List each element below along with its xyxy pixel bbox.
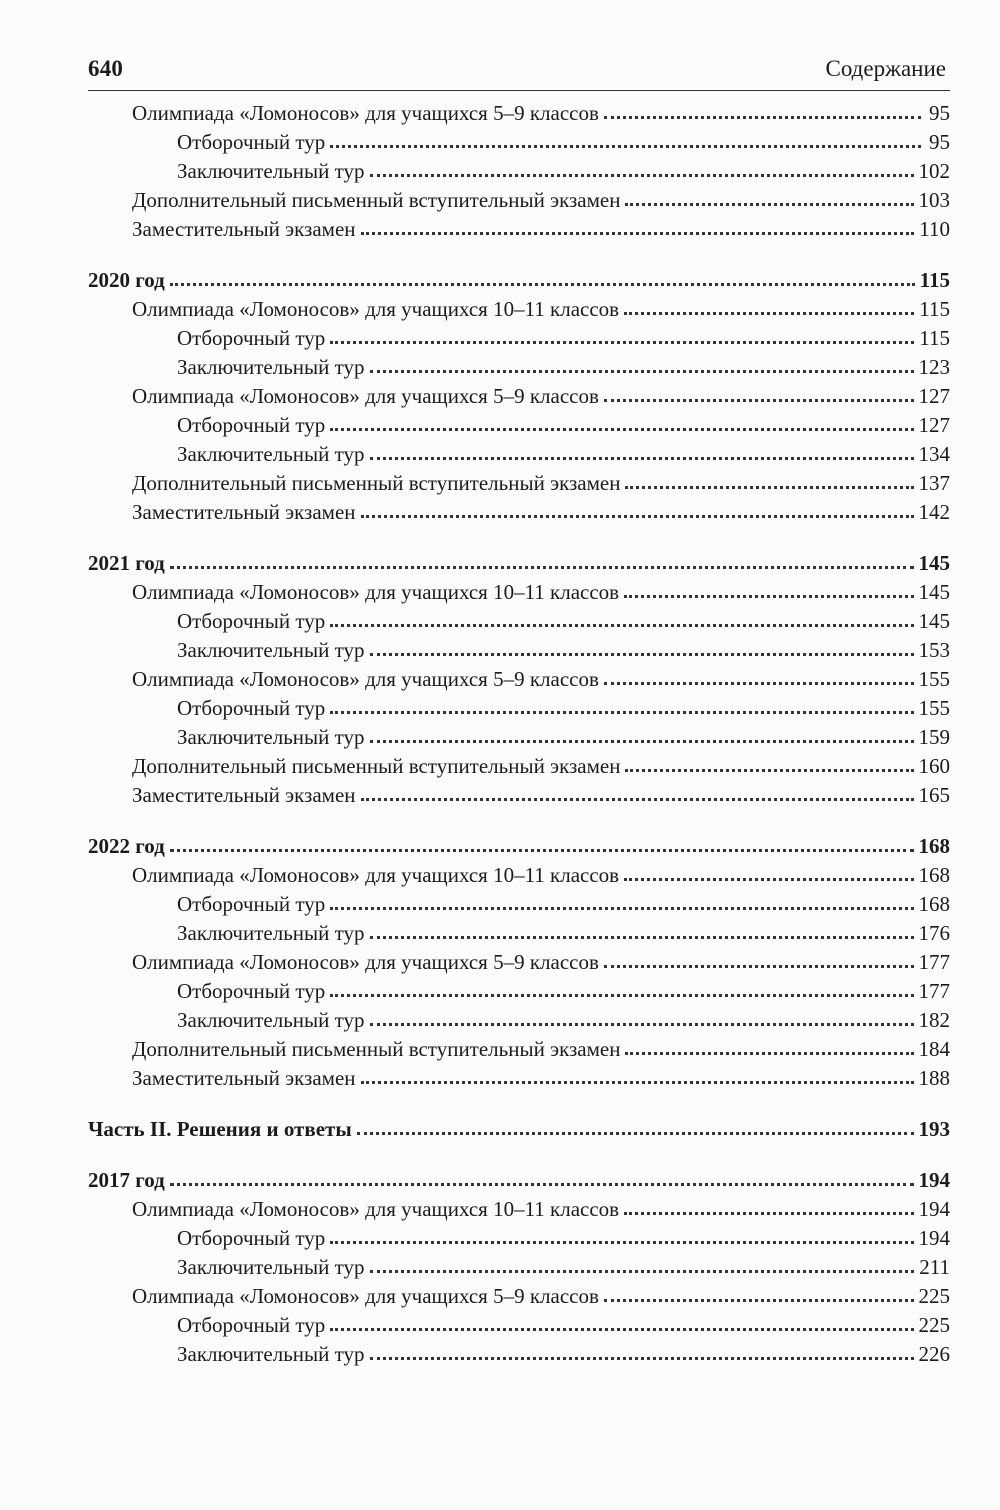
toc-entry-page: 110 [919, 217, 950, 241]
toc-entry-title: Заключительный тур [177, 1342, 365, 1366]
toc-entry-page: 102 [918, 159, 950, 183]
toc-entry [88, 748, 950, 777]
dot-leader [604, 1299, 914, 1302]
toc-entry-title: Дополнительный письменный вступительный экзамен [132, 1037, 621, 1061]
dot-leader [361, 1081, 914, 1084]
toc-entry-page: 115 [919, 297, 950, 321]
toc-entry-title: Отборочный тур [177, 892, 326, 916]
toc-entry [88, 1220, 950, 1249]
toc-entry [88, 1060, 950, 1089]
toc-entry [88, 603, 950, 632]
toc-entry-title: Олимпиада «Ломоносов» для учащихся 5–9 классов [132, 1284, 599, 1308]
dot-leader [370, 1023, 914, 1026]
toc-entry [88, 407, 950, 436]
toc-entry-page: 225 [918, 1313, 950, 1337]
dot-leader [625, 486, 913, 489]
dot-leader [624, 312, 914, 315]
toc-entry-page: 127 [918, 384, 950, 408]
toc-entry [88, 153, 950, 182]
dot-leader [625, 203, 913, 206]
dot-leader [170, 566, 914, 569]
toc-entry [88, 349, 950, 378]
section-gap [88, 1089, 950, 1111]
toc-entry-page: 177 [918, 979, 950, 1003]
section-gap [88, 523, 950, 545]
toc-entry-page: 137 [918, 471, 950, 495]
dot-leader [330, 341, 914, 344]
dot-leader [170, 849, 914, 852]
toc-entry [88, 574, 950, 603]
toc-entry [88, 436, 950, 465]
dot-leader [330, 711, 913, 714]
toc-entry-title: 2020 год [88, 268, 165, 292]
toc-entry-title: Олимпиада «Ломоносов» для учащихся 10–11 классов [132, 863, 620, 887]
toc-entry-title: Олимпиада «Ломоносов» для учащихся 5–9 классов [132, 384, 599, 408]
toc-entry-title: Отборочный тур [177, 979, 326, 1003]
toc-year-entry [88, 1162, 950, 1191]
toc-entry-page: 177 [918, 950, 950, 974]
toc-entry-page: 123 [918, 355, 950, 379]
dot-leader [604, 965, 914, 968]
toc-entry [88, 124, 950, 153]
dot-leader [330, 428, 913, 431]
dot-leader [330, 145, 921, 148]
toc-entry [88, 1307, 950, 1336]
dot-leader [330, 994, 913, 997]
toc-entry [88, 973, 950, 1002]
toc-entry-title: Заместительный экзамен [132, 783, 356, 807]
toc-entry-page: 115 [919, 268, 950, 292]
toc-entry [88, 211, 950, 240]
dot-leader [370, 1357, 914, 1360]
toc-entry-page: 103 [918, 188, 950, 212]
toc-entry-title: Заместительный экзамен [132, 1066, 356, 1090]
toc-entry-title: Отборочный тур [177, 130, 326, 154]
toc-entry-page: 145 [918, 551, 950, 575]
toc-entry-page: 160 [918, 754, 950, 778]
toc-part-entry [88, 1111, 950, 1140]
toc-entry-page: 184 [918, 1037, 950, 1061]
toc-entry [88, 1002, 950, 1031]
toc-entry-title: Часть II. Решения и ответы [88, 1117, 352, 1141]
section-gap [88, 240, 950, 262]
toc-entry-page: 155 [918, 696, 950, 720]
toc-entry-title: Заключительный тур [177, 1255, 365, 1279]
toc-entry-page: 145 [918, 580, 950, 604]
dot-leader [370, 936, 914, 939]
dot-leader [625, 769, 913, 772]
page-number: 640 [88, 56, 124, 81]
toc-entry-title: Отборочный тур [177, 609, 326, 633]
toc-entry-title: Заключительный тур [177, 725, 365, 749]
dot-leader [170, 1183, 914, 1186]
toc-entry [88, 378, 950, 407]
toc-entry-title: Заключительный тур [177, 159, 365, 183]
toc-entry-page: 115 [919, 326, 950, 350]
toc-entry [88, 719, 950, 748]
dot-leader [604, 682, 914, 685]
dot-leader [624, 595, 913, 598]
toc-entry-page: 211 [919, 1255, 950, 1279]
dot-leader [624, 878, 913, 881]
toc-entry-title: Олимпиада «Ломоносов» для учащихся 5–9 классов [132, 101, 599, 125]
toc-entry [88, 632, 950, 661]
dot-leader [370, 174, 914, 177]
toc-entry-title: Заключительный тур [177, 355, 365, 379]
toc-entry [88, 1249, 950, 1278]
toc-entry-page: 182 [918, 1008, 950, 1032]
toc-entry-page: 168 [918, 892, 950, 916]
toc-entry [88, 690, 950, 719]
toc-entry-title: Заключительный тур [177, 442, 365, 466]
toc-entry-title: Олимпиада «Ломоносов» для учащихся 10–11 классов [132, 1197, 620, 1221]
toc-entry [88, 1031, 950, 1060]
toc-entry-page: 95 [929, 101, 950, 125]
toc-entry-title: Дополнительный письменный вступительный экзамен [132, 754, 621, 778]
toc-entry-title: Дополнительный письменный вступительный экзамен [132, 471, 621, 495]
dot-leader [370, 457, 914, 460]
toc-entry-title: 2022 год [88, 834, 165, 858]
dot-leader [361, 798, 914, 801]
toc-entry-page: 168 [918, 863, 950, 887]
toc-entry-page: 176 [918, 921, 950, 945]
dot-leader [361, 515, 914, 518]
toc-year-entry [88, 828, 950, 857]
page-header [88, 46, 950, 91]
dot-leader [604, 399, 914, 402]
toc-entry [88, 944, 950, 973]
toc-entry [88, 494, 950, 523]
toc-entry-title: Отборочный тур [177, 326, 326, 350]
toc-entry-title: Олимпиада «Ломоносов» для учащихся 5–9 классов [132, 950, 599, 974]
toc-entry-title: Заместительный экзамен [132, 217, 356, 241]
toc-entry-title: Олимпиада «Ломоносов» для учащихся 10–11 классов [132, 297, 620, 321]
dot-leader [624, 1212, 913, 1215]
dot-leader [357, 1132, 914, 1135]
dot-leader [370, 653, 914, 656]
toc-entry-title: Дополнительный письменный вступительный экзамен [132, 188, 621, 212]
table-of-contents [88, 95, 950, 1365]
toc-entry-title: Отборочный тур [177, 1226, 326, 1250]
dot-leader [625, 1052, 913, 1055]
toc-entry [88, 857, 950, 886]
section-gap [88, 806, 950, 828]
toc-entry [88, 465, 950, 494]
toc-entry [88, 291, 950, 320]
toc-entry-title: Отборочный тур [177, 1313, 326, 1337]
dot-leader [370, 370, 914, 373]
toc-entry-title: Олимпиада «Ломоносов» для учащихся 5–9 классов [132, 667, 599, 691]
dot-leader [361, 232, 915, 235]
toc-entry [88, 95, 950, 124]
toc-entry [88, 182, 950, 211]
toc-entry-title: 2021 год [88, 551, 165, 575]
toc-entry-page: 194 [918, 1226, 950, 1250]
toc-entry-title: Отборочный тур [177, 413, 326, 437]
toc-entry-title: Отборочный тур [177, 696, 326, 720]
toc-entry-page: 188 [918, 1066, 950, 1090]
dot-leader [370, 740, 914, 743]
toc-entry-page: 194 [918, 1197, 950, 1221]
toc-entry-page: 142 [918, 500, 950, 524]
toc-entry-page: 168 [918, 834, 950, 858]
dot-leader [370, 1270, 915, 1273]
toc-entry [88, 1191, 950, 1220]
running-head: Содержание [825, 56, 946, 81]
toc-entry-page: 159 [918, 725, 950, 749]
dot-leader [170, 283, 915, 286]
dot-leader [330, 907, 913, 910]
toc-entry-title: Заключительный тур [177, 638, 365, 662]
toc-entry-page: 95 [929, 130, 950, 154]
toc-entry-title: Заключительный тур [177, 1008, 365, 1032]
toc-entry-title: Заместительный экзамен [132, 500, 356, 524]
toc-entry-page: 153 [918, 638, 950, 662]
toc-entry [88, 661, 950, 690]
toc-entry-page: 155 [918, 667, 950, 691]
dot-leader [330, 1241, 913, 1244]
toc-entry-page: 134 [918, 442, 950, 466]
dot-leader [604, 116, 921, 119]
toc-entry-page: 194 [918, 1168, 950, 1192]
toc-entry-page: 226 [918, 1342, 950, 1366]
toc-year-entry [88, 545, 950, 574]
toc-entry [88, 320, 950, 349]
toc-entry [88, 777, 950, 806]
section-gap [88, 1140, 950, 1162]
toc-entry-page: 145 [918, 609, 950, 633]
toc-entry-page: 127 [918, 413, 950, 437]
toc-entry-page: 193 [918, 1117, 950, 1141]
toc-entry-page: 225 [918, 1284, 950, 1308]
toc-entry [88, 1278, 950, 1307]
toc-entry-title: 2017 год [88, 1168, 165, 1192]
toc-entry [88, 886, 950, 915]
toc-entry [88, 1336, 950, 1365]
toc-entry-title: Заключительный тур [177, 921, 365, 945]
toc-entry [88, 915, 950, 944]
toc-entry-title: Олимпиада «Ломоносов» для учащихся 10–11 классов [132, 580, 620, 604]
toc-year-entry [88, 262, 950, 291]
dot-leader [330, 624, 913, 627]
dot-leader [330, 1328, 913, 1331]
toc-entry-page: 165 [918, 783, 950, 807]
